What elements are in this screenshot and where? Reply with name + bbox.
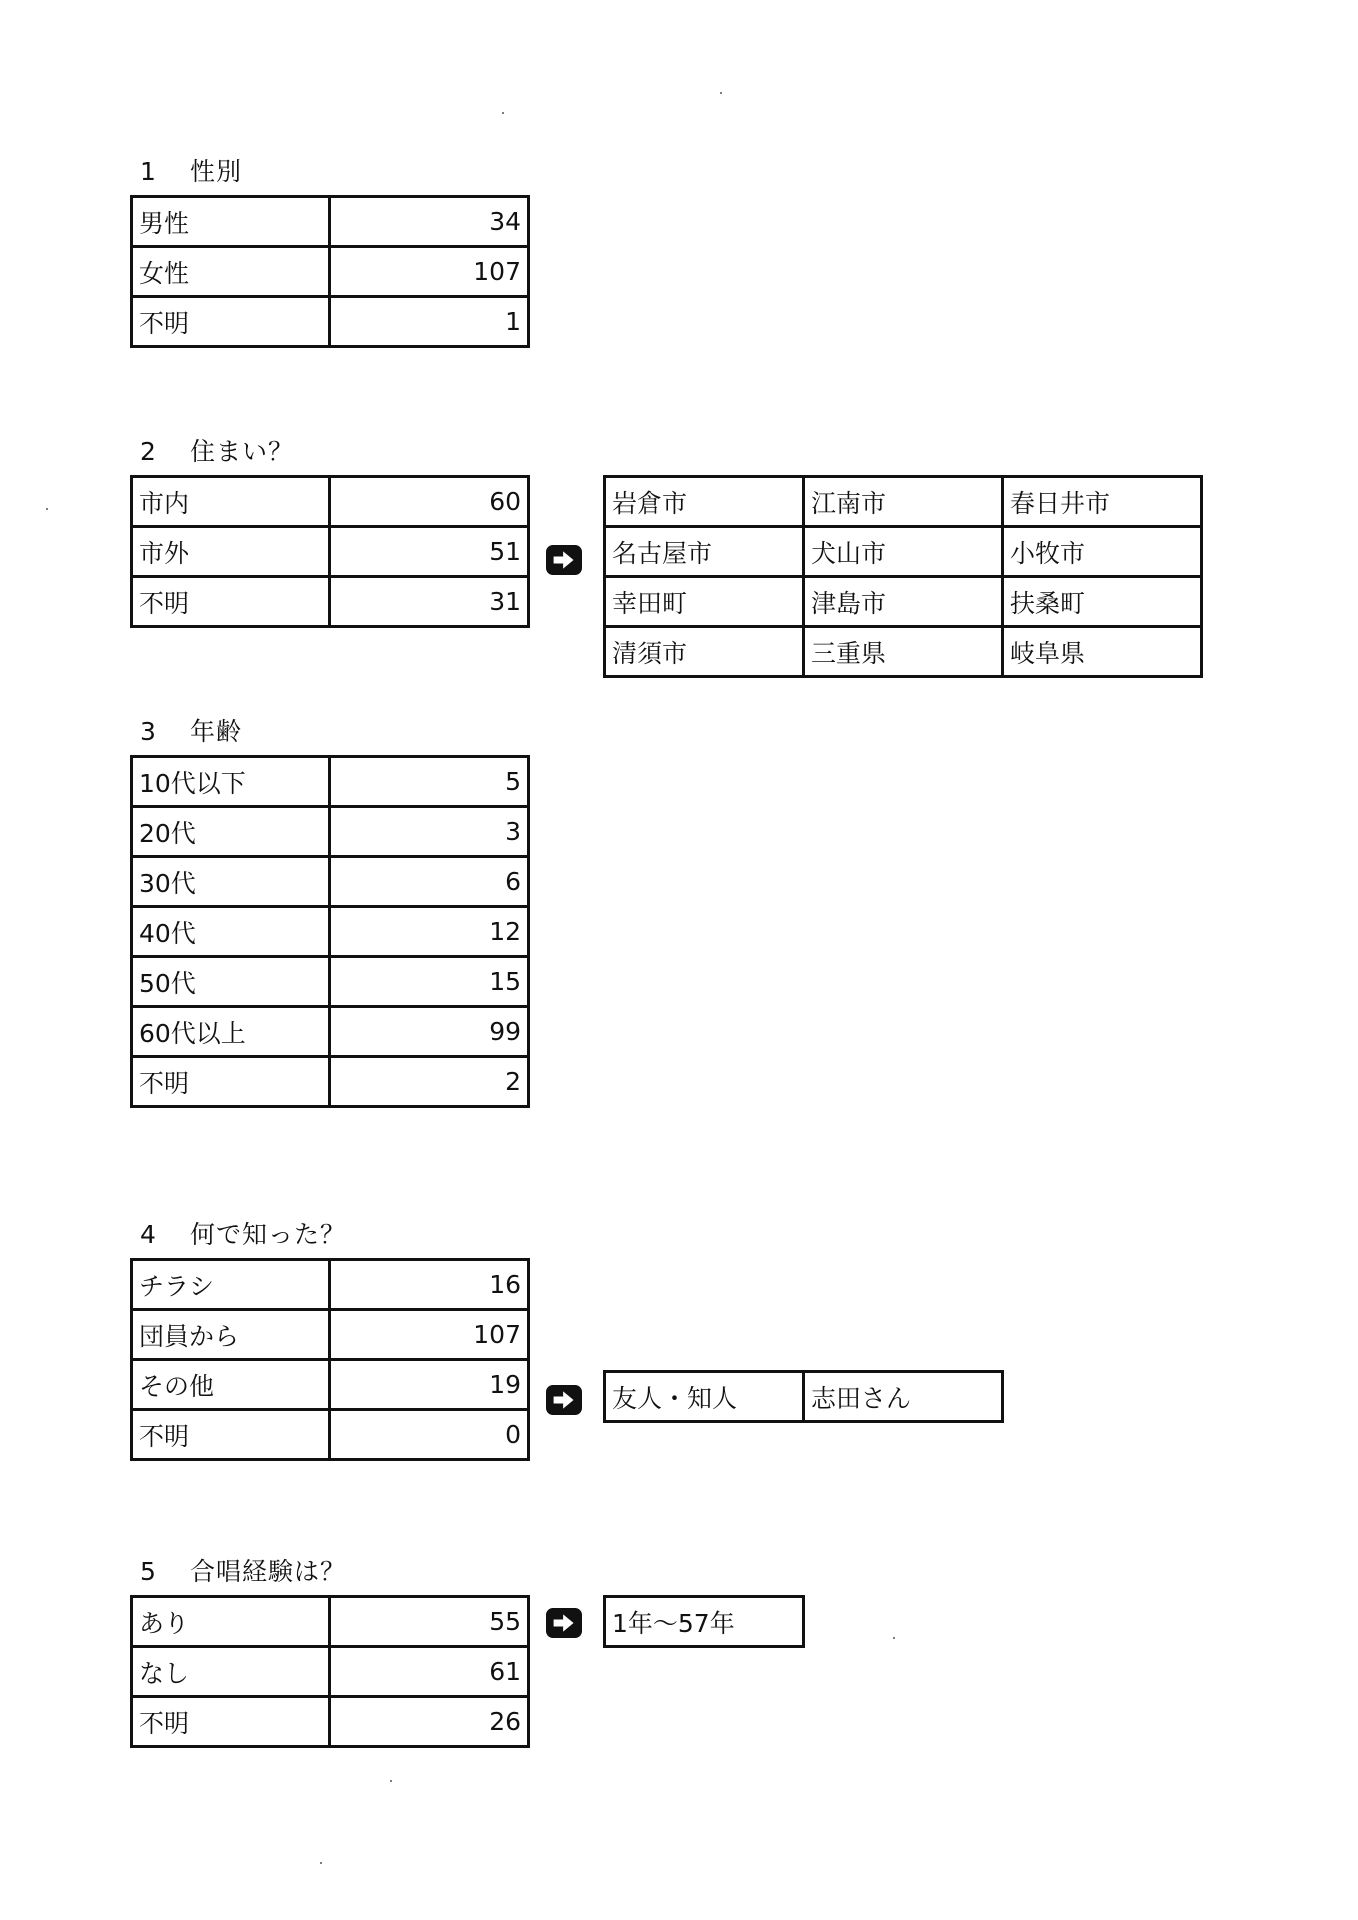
choir-experience-table: [130, 1595, 530, 1748]
city-cell: 清須市: [605, 627, 804, 677]
row-value: 107: [330, 247, 529, 297]
row-value: 55: [330, 1597, 529, 1647]
row-value: 2: [330, 1057, 529, 1107]
table-row: [132, 957, 529, 1007]
row-label: あり: [132, 1597, 330, 1647]
row-value: 5: [330, 757, 529, 807]
section-title-text: 住まい？: [190, 437, 295, 466]
row-label: 20代: [132, 807, 330, 857]
table-row: [132, 757, 529, 807]
row-label: 団員から: [132, 1310, 330, 1360]
city-cell: 津島市: [804, 577, 1003, 627]
row-label: 60代以上: [132, 1007, 330, 1057]
table-row: [605, 577, 1202, 627]
scan-speck: [720, 92, 722, 94]
table-row: [132, 577, 529, 627]
city-cell: 岩倉市: [605, 477, 804, 527]
scan-speck: [46, 508, 48, 510]
row-label: 不明: [132, 577, 330, 627]
table-row: [132, 1310, 529, 1360]
section-title-text: 年齢: [190, 717, 243, 746]
row-label: 50代: [132, 957, 330, 1007]
row-value: 107: [330, 1310, 529, 1360]
scan-speck: [893, 1637, 895, 1639]
table-row: [132, 1597, 529, 1647]
section-1-title: [140, 152, 242, 188]
table-row: [132, 1697, 529, 1747]
residence-detail-table: [603, 475, 1203, 678]
section-number: 3: [140, 717, 157, 746]
section-3-title: [140, 712, 242, 748]
section-title-text: 何で知った？: [190, 1220, 347, 1249]
row-value: 6: [330, 857, 529, 907]
row-value: 26: [330, 1697, 529, 1747]
city-cell: 扶桑町: [1003, 577, 1202, 627]
source-detail-table: [603, 1370, 1004, 1423]
row-value: 19: [330, 1360, 529, 1410]
table-row: [132, 477, 529, 527]
table-row: [132, 1057, 529, 1107]
table-row: [132, 1007, 529, 1057]
right-arrow-icon: [546, 1385, 582, 1415]
table-row: [605, 1372, 1003, 1422]
row-label: なし: [132, 1647, 330, 1697]
row-value: 0: [330, 1410, 529, 1460]
section-number: 1: [140, 157, 157, 186]
table-row: [132, 197, 529, 247]
row-value: 12: [330, 907, 529, 957]
section-number: 2: [140, 437, 157, 466]
row-label: 40代: [132, 907, 330, 957]
city-cell: 小牧市: [1003, 527, 1202, 577]
choir-detail-table: [603, 1595, 805, 1648]
section-number: 5: [140, 1557, 157, 1586]
row-value: 34: [330, 197, 529, 247]
section-4-title: [140, 1215, 346, 1251]
row-label: 不明: [132, 1057, 330, 1107]
row-label: 市外: [132, 527, 330, 577]
row-value: 15: [330, 957, 529, 1007]
scan-speck: [390, 1780, 392, 1782]
row-label: その他: [132, 1360, 330, 1410]
source-table: [130, 1258, 530, 1461]
row-label: チラシ: [132, 1260, 330, 1310]
gender-table: [130, 195, 530, 348]
residence-table: [130, 475, 530, 628]
row-value: 31: [330, 577, 529, 627]
table-row: [132, 807, 529, 857]
row-value: 99: [330, 1007, 529, 1057]
section-2-title: [140, 432, 294, 468]
section-number: 4: [140, 1220, 157, 1249]
city-cell: 犬山市: [804, 527, 1003, 577]
row-value: 1: [330, 297, 529, 347]
table-row: [132, 1360, 529, 1410]
row-label: 不明: [132, 1410, 330, 1460]
table-row: [605, 477, 1202, 527]
table-row: [132, 1647, 529, 1697]
table-row: [132, 297, 529, 347]
right-arrow-icon: [546, 1608, 582, 1638]
row-label: 男性: [132, 197, 330, 247]
city-cell: 名古屋市: [605, 527, 804, 577]
scan-speck: [502, 112, 504, 114]
row-label: 10代以下: [132, 757, 330, 807]
city-cell: 江南市: [804, 477, 1003, 527]
detail-cell: 1年～57年: [605, 1597, 804, 1647]
age-table: [130, 755, 530, 1108]
scan-speck: [320, 1862, 322, 1864]
city-cell: 春日井市: [1003, 477, 1202, 527]
table-row: [132, 1260, 529, 1310]
row-value: 60: [330, 477, 529, 527]
table-row: [132, 907, 529, 957]
table-row: [605, 527, 1202, 577]
right-arrow-icon: [546, 545, 582, 575]
city-cell: 三重県: [804, 627, 1003, 677]
table-row: [132, 1410, 529, 1460]
row-value: 3: [330, 807, 529, 857]
row-label: 不明: [132, 297, 330, 347]
row-label: 不明: [132, 1697, 330, 1747]
section-title-text: 合唱経験は？: [190, 1557, 347, 1586]
row-value: 61: [330, 1647, 529, 1697]
detail-cell: 志田さん: [804, 1372, 1003, 1422]
section-5-title: [140, 1552, 346, 1588]
row-value: 16: [330, 1260, 529, 1310]
city-cell: 岐阜県: [1003, 627, 1202, 677]
city-cell: 幸田町: [605, 577, 804, 627]
row-label: 30代: [132, 857, 330, 907]
table-row: [605, 1597, 804, 1647]
table-row: [605, 627, 1202, 677]
table-row: [132, 857, 529, 907]
table-row: [132, 247, 529, 297]
row-label: 市内: [132, 477, 330, 527]
row-value: 51: [330, 527, 529, 577]
detail-cell: 友人・知人: [605, 1372, 804, 1422]
section-title-text: 性別: [190, 157, 243, 186]
table-row: [132, 527, 529, 577]
row-label: 女性: [132, 247, 330, 297]
